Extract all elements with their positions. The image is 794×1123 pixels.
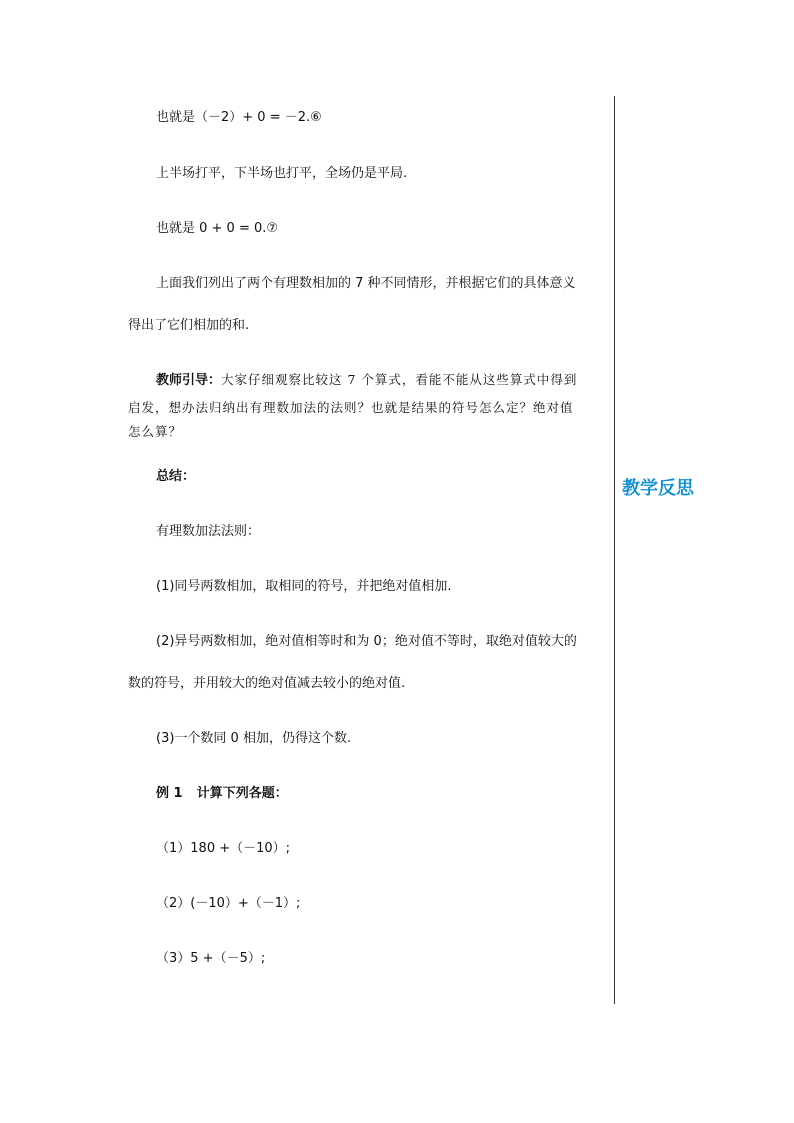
text-line: 上半场打平，下半场也打平，全场仍是平局. [156, 166, 408, 181]
teaching-reflection-heading: 教学反思 [622, 478, 694, 499]
equation-line-6: 也就是（－2）+ 0 = －2.⑥ [156, 110, 322, 125]
teacher-guide [156, 372, 577, 389]
rule-2-continued: 数的符号，并用较大的绝对值减去较小的绝对值. [128, 676, 406, 691]
summary-label: 总结： [156, 469, 196, 484]
example-label: 例 1 [156, 786, 183, 801]
example-text: 计算下列各题： [196, 786, 288, 801]
rule-2: (2)异号两数相加，绝对值相等时和为 0；绝对值不等时，取绝对值较大的 [156, 634, 577, 649]
guide-text-line: 启发，想办法归纳出有理数加法的法则？也就是结果的符号怎么定？绝对值 [128, 400, 574, 415]
text-line: 上面我们列出了两个有理数相加的 7 种不同情形，并根据它们的具体意义 [156, 276, 576, 291]
example-item-1: （1）180 +（－10）; [156, 841, 291, 856]
guide-text: 大家仔细观察比较这 7 个算式，看能不能从这些算式中得到 [221, 372, 578, 387]
text-line: 得出了它们相加的和. [128, 318, 250, 333]
rule-1: (1)同号两数相加，取相同的符号，并把绝对值相加. [156, 579, 452, 594]
example-item-2: （2）(－10）+（－1）; [156, 896, 301, 911]
example-item-3: （3）5 +（－5）; [156, 951, 266, 966]
rule-title: 有理数加法法则： [156, 524, 261, 539]
equation-line-7: 也就是 0 + 0 = 0.⑦ [156, 221, 279, 236]
guide-text-line: 怎么算？ [128, 424, 183, 439]
guide-label: 教师引导： [156, 373, 222, 388]
rule-3: (3)一个数同 0 相加，仍得这个数. [156, 731, 352, 746]
example-heading [156, 786, 288, 802]
column-divider [614, 96, 615, 1004]
